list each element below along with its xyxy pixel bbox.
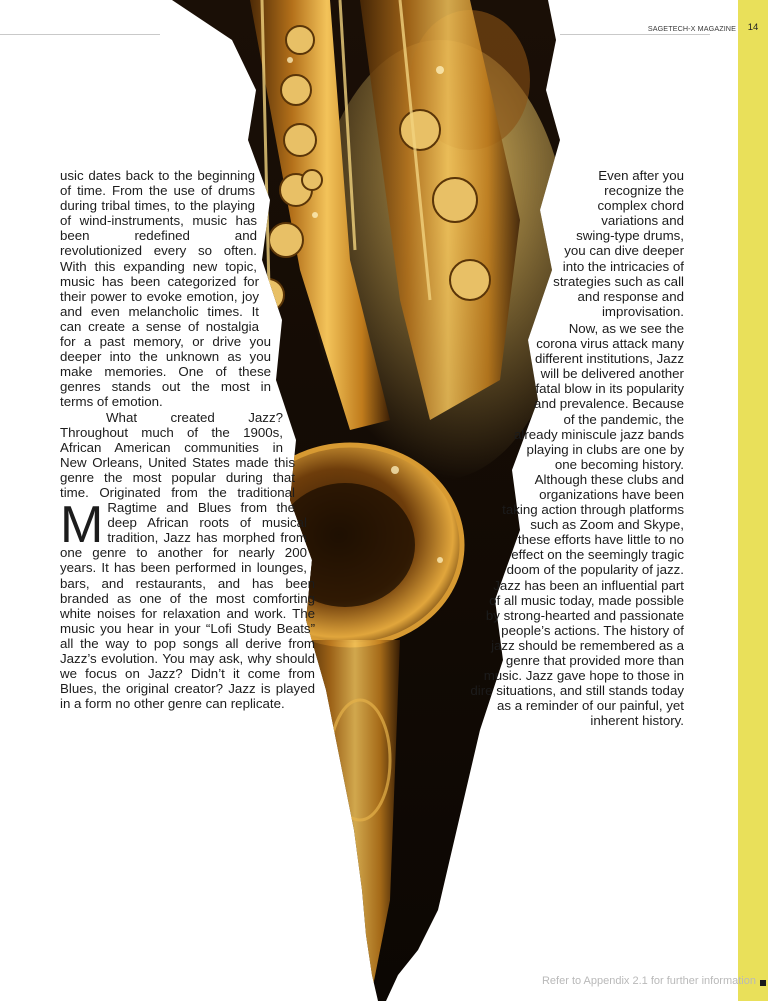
wrap-shape-right: [436, 786, 442, 846]
magazine-name: SAGETECH-X MAGAZINE: [647, 24, 736, 33]
origin-paragraph: What created Jazz? Throughout much of the 1900s, African American communities in New Orleans, United States made this genre the most popular during that time. Originated from the traditional Ragtime and Blues from the deep African roots of musical tradition, Jazz has morphed from one genre to another for nearly 200 years. It has been performed in lounges, bars, and restaurants, and has been branded as one of the most comforting white noises for relaxation and work. The music you hear in your “Lofi Study Beats” all the way to pop songs all derive from Jazz’s evolution. You may ask, why should we focus on Jazz? Didn’t it come from Blues, the original creator? Jazz is played in a form no other genre can replicate.: [60, 409, 315, 712]
wrap-shape-right: [436, 426, 512, 486]
wrap-shape-right: [436, 306, 534, 366]
wrap-shape-right: [436, 214, 558, 260]
wrap-shape-left: [257, 202, 315, 262]
wrap-shape-right: [436, 366, 524, 426]
pandemic-paragraph: Now, as we see the corona virus attack many different institutions, Jazz will be delivered another fatal blow in its popularity and prevalence. Because of the pandemic, the already miniscule jazz bands playing in clubs are one by one becoming history. Although these clubs and organizations have been taking action through platforms such as Zoom and Skype, these efforts have little to no effect on the seemingly tragic doom of the popularity of jazz. Jazz has been an influential part of all music today, made possible by strong-hearted and passionate people’s actions. The history of jazz should be remembered as a genre that provided more than music. Jazz gave hope to those in dire situations, and still stands today as a reminder of our painful, yet inherent history.: [470, 320, 684, 729]
wrap-shape-left: [283, 382, 315, 442]
wrap-shape-right: [436, 726, 452, 786]
wrap-shape-right: [436, 546, 488, 606]
wrap-shape-right: [436, 260, 546, 306]
wrap-shape-left: [255, 168, 315, 202]
appendix-note: Refer to Appendix 2.1 for further information: [541, 975, 756, 987]
wrap-shape-left: [259, 262, 315, 322]
wrap-shape-right: [436, 666, 464, 726]
intro-text: usic dates back to the beginning of time. From the use of drums during tribal times, to the playing of wind-instruments, music has been redefined and revolutionized every so often. With this expanding new topic, music has been categorized for their power to evoke emotion, joy and even melancholic times. It can create a sense of nostalgia for a past memory, or drive you deeper into the unknown as you make memories. One of these genres stands out the most in terms of emotion.: [60, 168, 271, 410]
wrap-shape-right: [436, 168, 568, 214]
wrap-shape-left: [295, 442, 315, 502]
page-number: 14: [747, 22, 759, 33]
right-column: [436, 168, 684, 846]
end-mark: [760, 980, 766, 986]
wrap-shape-left: [271, 322, 315, 382]
wrap-shape-right: [436, 486, 500, 546]
wrap-shape-right: [436, 606, 476, 666]
wrap-shape-left: [307, 502, 315, 562]
left-column: [60, 168, 315, 711]
techniques-paragraph: Even after you recognize the complex chord variations and swing-type drums, you can dive deeper into the intricacies of strategies such as call and response and improvisation.: [553, 168, 684, 319]
drop-cap: M: [60, 496, 104, 554]
